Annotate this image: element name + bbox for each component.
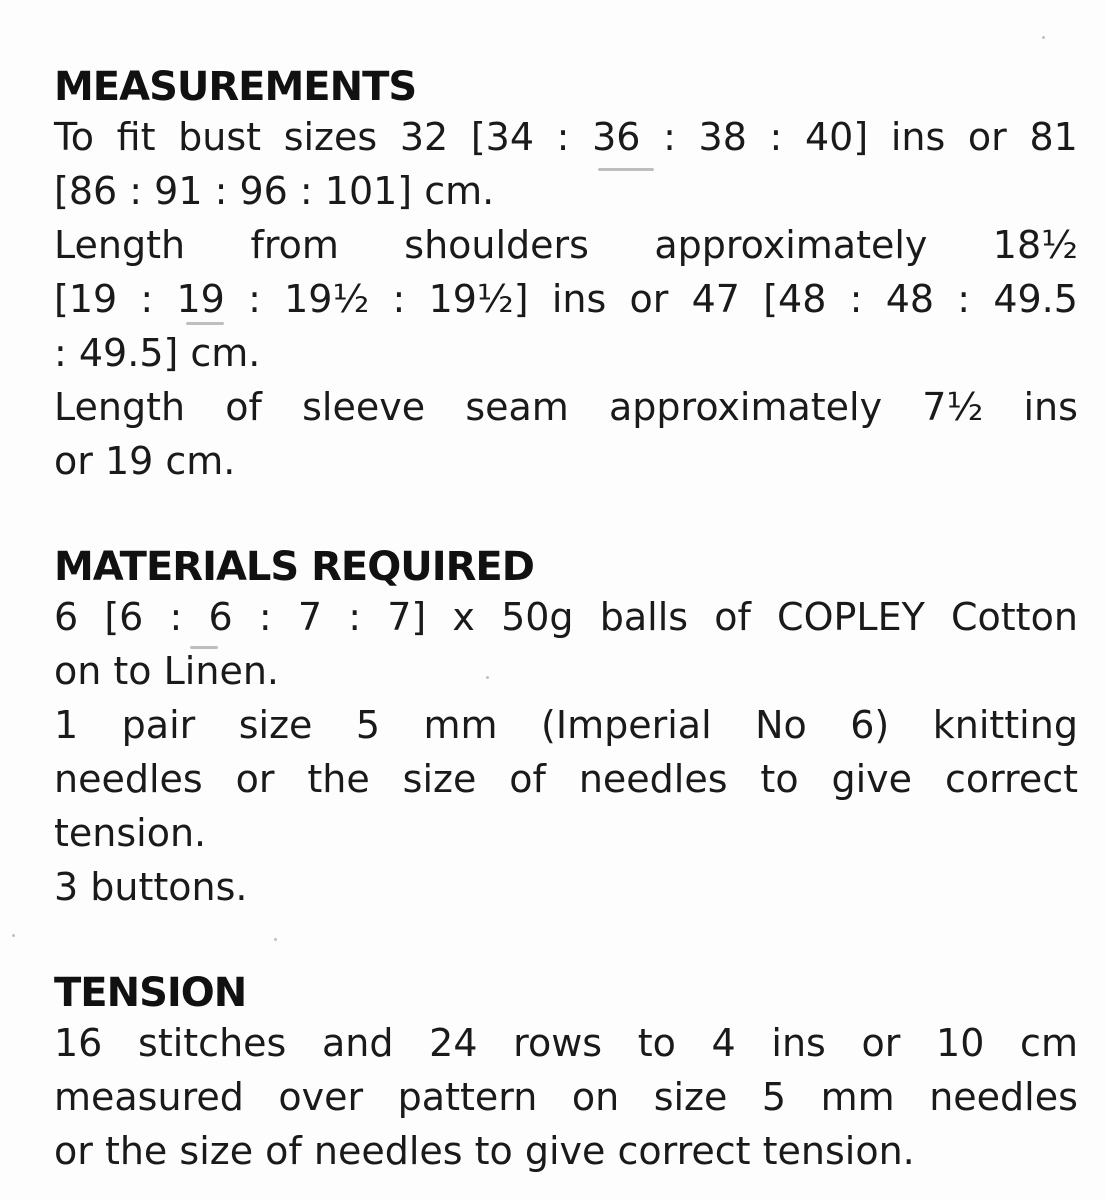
word: rows: [513, 1021, 603, 1065]
word: the: [307, 757, 370, 801]
word: COPLEY: [777, 595, 925, 639]
word: give: [831, 757, 913, 801]
word: ins: [1023, 385, 1078, 429]
word: ins: [890, 115, 946, 159]
word: Cotton: [950, 595, 1078, 639]
pencil-mark: [598, 168, 654, 171]
text-line: [54, 1016, 1078, 1070]
word: x: [452, 595, 475, 639]
text-line: [54, 380, 1078, 434]
word: (Imperial: [541, 703, 712, 747]
word: sizes: [283, 115, 378, 159]
word: approximately: [609, 385, 883, 429]
word: :: [248, 277, 261, 321]
text-line: [54, 1070, 1078, 1124]
word: 19½]: [428, 277, 529, 321]
text-line: [86 : 91 : 96 : 101] cm.: [54, 169, 495, 213]
word: :: [348, 595, 362, 639]
word: :: [140, 277, 154, 321]
word: :: [169, 595, 183, 639]
word: [48: [763, 277, 827, 321]
word: sleeve: [302, 385, 426, 429]
text-line: or the size of needles to give correct tension.: [54, 1129, 915, 1173]
word: or: [967, 115, 1007, 159]
word: 49.5: [993, 277, 1078, 321]
word: :: [392, 277, 406, 321]
word: 10: [936, 1021, 985, 1065]
word: [6: [104, 595, 144, 639]
pencil-mark: [186, 322, 224, 325]
word: size: [238, 703, 313, 747]
materials-section: [54, 544, 1084, 914]
word: 6: [54, 595, 79, 639]
text-line: or 19 cm.: [54, 439, 236, 483]
word: needles: [578, 757, 728, 801]
word: knitting: [932, 703, 1078, 747]
tension-section: [54, 970, 1084, 1178]
materials-text: [54, 590, 1084, 914]
word: 5: [355, 703, 381, 747]
pencil-mark: [190, 646, 218, 649]
word: 50g: [501, 595, 574, 639]
word: pair: [121, 703, 196, 747]
text-line: [54, 218, 1078, 272]
word: 36: [592, 115, 641, 159]
word: 32: [399, 115, 449, 159]
measurements-text: [54, 110, 1084, 488]
word: [19: [54, 277, 118, 321]
word: balls: [599, 595, 689, 639]
word: [34: [470, 115, 534, 159]
scan-speck: [12, 934, 15, 937]
word: correct: [944, 757, 1078, 801]
word: of: [714, 595, 751, 639]
materials-heading: MATERIALS REQUIRED: [54, 544, 534, 590]
text-line: on to Linen.: [54, 649, 279, 693]
word: shoulders: [404, 223, 589, 267]
word: size: [653, 1075, 728, 1119]
word: :: [663, 115, 676, 159]
scan-speck: [274, 938, 277, 941]
text-line: : 49.5] cm.: [54, 331, 261, 375]
word: Length: [54, 385, 186, 429]
word: :: [849, 277, 863, 321]
word: 81: [1029, 115, 1078, 159]
word: or: [235, 757, 275, 801]
word: and: [321, 1021, 394, 1065]
word: mm: [820, 1075, 895, 1119]
text-line: [54, 272, 1078, 326]
word: measured: [54, 1075, 244, 1119]
measurements-section: [54, 64, 1084, 488]
word: :: [556, 115, 570, 159]
word: ins: [551, 277, 607, 321]
word: bust: [178, 115, 262, 159]
word: 40]: [805, 115, 869, 159]
scan-speck: [486, 676, 489, 679]
word: 47: [691, 277, 740, 321]
word: 16: [54, 1021, 103, 1065]
word: To: [54, 115, 95, 159]
word: No: [755, 703, 807, 747]
word: size: [402, 757, 477, 801]
scan-speck: [1042, 36, 1045, 39]
word: pattern: [397, 1075, 538, 1119]
word: over: [278, 1075, 364, 1119]
word: Length: [54, 223, 186, 267]
word: of: [225, 385, 262, 429]
word: 18½: [992, 223, 1078, 267]
word: :: [769, 115, 783, 159]
word: fit: [116, 115, 156, 159]
word: 4: [711, 1021, 736, 1065]
word: 38: [698, 115, 747, 159]
word: or: [629, 277, 669, 321]
word: to: [760, 757, 799, 801]
word: stitches: [138, 1021, 287, 1065]
word: or: [861, 1021, 901, 1065]
text-line: tension.: [54, 811, 207, 855]
text-line: [54, 698, 1078, 752]
word: cm: [1020, 1021, 1078, 1065]
text-line: [54, 590, 1078, 644]
word: 7½: [922, 385, 984, 429]
measurements-heading: MEASUREMENTS: [54, 64, 417, 110]
word: :: [957, 277, 971, 321]
word: from: [250, 223, 339, 267]
word: 48: [885, 277, 935, 321]
tension-heading: TENSION: [54, 970, 247, 1016]
word: needles: [929, 1075, 1078, 1119]
word: to: [637, 1021, 676, 1065]
word: approximately: [654, 223, 928, 267]
tension-text: [54, 1016, 1084, 1178]
word: 5: [761, 1075, 787, 1119]
word: 7]: [387, 595, 427, 639]
word: 24: [429, 1021, 478, 1065]
word: 19: [176, 277, 225, 321]
text-line: [54, 110, 1078, 164]
word: 6): [850, 703, 890, 747]
word: 7: [297, 595, 323, 639]
word: :: [258, 595, 272, 639]
word: needles: [54, 757, 203, 801]
word: on: [571, 1075, 620, 1119]
word: 1: [54, 703, 79, 747]
word: ins: [771, 1021, 826, 1065]
word: 6: [208, 595, 233, 639]
word: of: [509, 757, 546, 801]
text-line: 3 buttons.: [54, 865, 248, 909]
text-line: [54, 752, 1078, 806]
word: mm: [423, 703, 498, 747]
word: seam: [465, 385, 569, 429]
word: 19½: [284, 277, 370, 321]
